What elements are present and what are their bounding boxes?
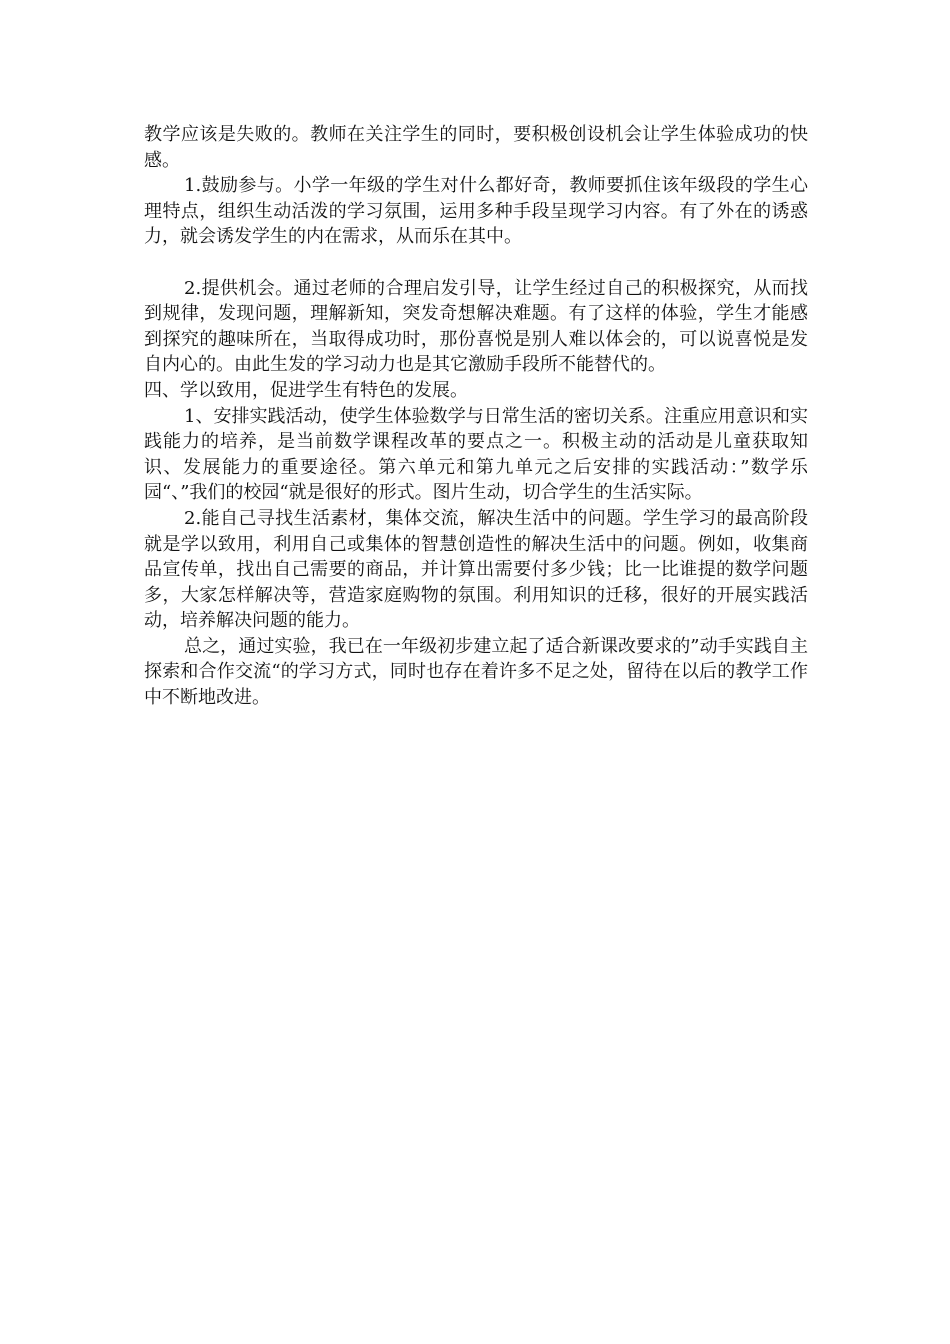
paragraph-conclusion: 总之，通过实验，我已在一年级初步建立起了适合新课改要求的”动手实践自主探索和合作交流“的学习方式，同时也存在着许多不足之处，留待在以后的教学工作中不断地改进。 [144, 635, 808, 709]
document-page [144, 122, 808, 711]
paragraph-practice-activities: 1、安排实践活动，使学生体验数学与日常生活的密切关系。注重应用意识和实践能力的培养，是当前数学课程改革的要点之一。积极主动的活动是儿童获取知识、发展能力的重要途径。第六单元和第九单元之后安排的实践活动：”数学乐园“、”我们的校园“就是很好的形式。图片生动，切合学生的生活实际。 [144, 405, 808, 504]
paragraph-provide-opportunity: 2.提供机会。通过老师的合理启发引导，让学生经过自己的积极探究，从而找到规律，发现问题，理解新知，突发奇想解决难题。有了这样的体验，学生才能感到探究的趣味所在，当取得成功时，那份喜悦是别人难以体会的，可以说喜悦是发自内心的。由此生发的学习动力也是其它激励手段所不能替代的。 [144, 277, 808, 376]
paragraph-continuation: 教学应该是失败的。教师在关注学生的同时，要积极创设机会让学生体验成功的快感。 [144, 124, 808, 171]
section-heading-four: 四、学以致用，促进学生有特色的发展。 [144, 379, 468, 401]
paragraph-real-life-materials: 2.能自己寻找生活素材，集体交流，解决生活中的问题。学生学习的最高阶段就是学以致用，利用自己或集体的智慧创造性的解决生活中的问题。例如，收集商品宣传单，找出自己需要的商品，并计算出需要付多少钱；比一比谁提的数学问题多，大家怎样解决等，营造家庭购物的氛围。利用知识的迁移，很好的开展实践活动，培养解决问题的能力。 [144, 507, 808, 632]
paragraph-encourage-participation: 1.鼓励参与。小学一年级的学生对什么都好奇，教师要抓住该年级段的学生心理特点，组织生动活泼的学习氛围，运用多种手段呈现学习内容。有了外在的诱惑力，就会诱发学生的内在需求，从而乐在其中。 [144, 175, 808, 248]
